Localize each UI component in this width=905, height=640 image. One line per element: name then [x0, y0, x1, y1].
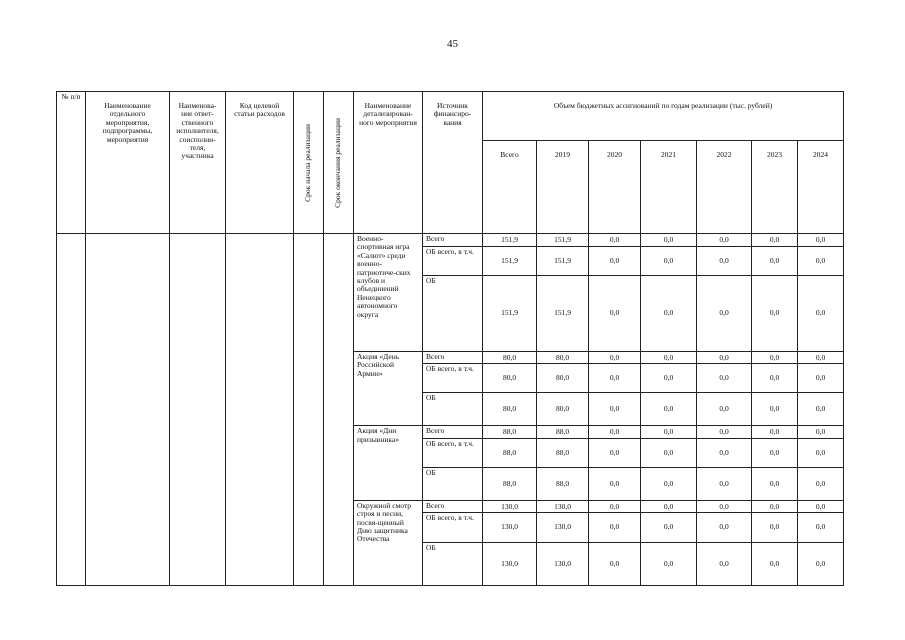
funding-source: ОБ всего, в т.ч. — [423, 438, 483, 467]
amount-cell: 151,9 — [537, 276, 589, 352]
amount-cell: 0,0 — [589, 234, 641, 247]
amount-cell: 0,0 — [589, 543, 641, 586]
header-start — [294, 92, 324, 234]
amount-cell: 130,0 — [483, 513, 537, 543]
header-end-label: Срок окончания реализации — [333, 117, 343, 208]
amount-cell: 0,0 — [589, 467, 641, 500]
page-number: 45 — [447, 38, 458, 50]
amount-cell: 0,0 — [752, 426, 798, 438]
header-year: 2019 — [537, 141, 589, 234]
amount-cell: 0,0 — [641, 234, 697, 247]
amount-cell: 0,0 — [752, 500, 798, 512]
amount-cell: 0,0 — [752, 467, 798, 500]
amount-cell: 0,0 — [798, 513, 844, 543]
amount-cell: 0,0 — [752, 393, 798, 426]
amount-cell: 0,0 — [697, 276, 752, 352]
amount-cell: 0,0 — [798, 364, 844, 393]
amount-cell: 0,0 — [641, 393, 697, 426]
amount-cell: 130,0 — [483, 500, 537, 512]
amount-cell: 0,0 — [752, 364, 798, 393]
empty-span-cell — [57, 234, 86, 586]
amount-cell: 0,0 — [752, 234, 798, 247]
header-end — [324, 92, 354, 234]
amount-cell: 0,0 — [697, 393, 752, 426]
amount-cell: 0,0 — [697, 234, 752, 247]
amount-cell: 0,0 — [589, 393, 641, 426]
amount-cell: 88,0 — [537, 438, 589, 467]
header-executor: Наименова-ние ответ-ственного исполнителя, соисполни-теля, участника — [170, 92, 226, 234]
empty-span-cell — [324, 234, 354, 586]
funding-source: ОБ — [423, 467, 483, 500]
amount-cell: 151,9 — [537, 247, 589, 276]
funding-source: Всего — [423, 234, 483, 247]
header-detail: Наименование детализирован-ного мероприятия — [354, 92, 423, 234]
amount-cell: 0,0 — [641, 247, 697, 276]
amount-cell: 151,9 — [483, 276, 537, 352]
amount-cell: 0,0 — [697, 352, 752, 364]
funding-source: ОБ всего, в т.ч. — [423, 364, 483, 393]
header-year: 2022 — [697, 141, 752, 234]
activity-name: Акция «День Российской Армии» — [354, 352, 423, 426]
funding-source: Всего — [423, 500, 483, 512]
budget-table — [56, 91, 844, 586]
amount-cell: 0,0 — [589, 426, 641, 438]
amount-cell: 0,0 — [752, 513, 798, 543]
amount-cell: 80,0 — [537, 393, 589, 426]
table-row — [57, 234, 844, 247]
header-name: Наименование отдельного мероприятия, подпрограммы, мероприятия — [86, 92, 170, 234]
header-source: Источник финансиро-вания — [423, 92, 483, 234]
amount-cell: 88,0 — [537, 426, 589, 438]
amount-cell: 0,0 — [752, 543, 798, 586]
amount-cell: 0,0 — [697, 513, 752, 543]
funding-source: ОБ — [423, 276, 483, 352]
amount-cell: 0,0 — [589, 352, 641, 364]
empty-span-cell — [226, 234, 294, 586]
amount-cell: 0,0 — [798, 438, 844, 467]
amount-cell: 0,0 — [752, 438, 798, 467]
empty-span-cell — [170, 234, 226, 586]
activity-name: Акция «Дни призывника» — [354, 426, 423, 500]
amount-cell: 0,0 — [798, 543, 844, 586]
amount-cell: 0,0 — [697, 438, 752, 467]
amount-cell: 130,0 — [483, 543, 537, 586]
header-year: 2021 — [641, 141, 697, 234]
amount-cell: 80,0 — [483, 364, 537, 393]
header-row-top — [57, 92, 844, 141]
amount-cell: 0,0 — [752, 352, 798, 364]
amount-cell: 80,0 — [483, 352, 537, 364]
amount-cell: 0,0 — [697, 426, 752, 438]
amount-cell: 130,0 — [537, 543, 589, 586]
funding-source: Всего — [423, 352, 483, 364]
activity-name: Окружной смотр строя и песни, посвя-щенный Дню защитника Отечества — [354, 500, 423, 585]
amount-cell: 0,0 — [752, 247, 798, 276]
funding-source: Всего — [423, 426, 483, 438]
amount-cell: 0,0 — [641, 426, 697, 438]
amount-cell: 0,0 — [697, 500, 752, 512]
header-year: Всего — [483, 141, 537, 234]
amount-cell: 0,0 — [798, 276, 844, 352]
funding-source: ОБ — [423, 543, 483, 586]
amount-cell: 0,0 — [798, 426, 844, 438]
header-year: 2024 — [798, 141, 844, 234]
amount-cell: 0,0 — [641, 467, 697, 500]
amount-cell: 0,0 — [697, 247, 752, 276]
amount-cell: 0,0 — [589, 438, 641, 467]
amount-cell: 88,0 — [483, 467, 537, 500]
header-code: Код целевой статьи расходов — [226, 92, 294, 234]
amount-cell: 0,0 — [641, 438, 697, 467]
amount-cell: 0,0 — [641, 352, 697, 364]
header-year: 2020 — [589, 141, 641, 234]
amount-cell: 0,0 — [641, 364, 697, 393]
amount-cell: 0,0 — [697, 467, 752, 500]
amount-cell: 151,9 — [483, 234, 537, 247]
amount-cell: 0,0 — [641, 513, 697, 543]
amount-cell: 0,0 — [589, 276, 641, 352]
amount-cell: 130,0 — [537, 513, 589, 543]
amount-cell: 88,0 — [537, 467, 589, 500]
amount-cell: 0,0 — [641, 543, 697, 586]
amount-cell: 0,0 — [697, 543, 752, 586]
amount-cell: 0,0 — [798, 393, 844, 426]
amount-cell: 0,0 — [589, 247, 641, 276]
funding-source: ОБ — [423, 393, 483, 426]
header-start-label: Срок начала реализации — [303, 123, 313, 202]
header-year: 2023 — [752, 141, 798, 234]
empty-span-cell — [294, 234, 324, 586]
amount-cell: 0,0 — [641, 276, 697, 352]
amount-cell: 80,0 — [537, 364, 589, 393]
funding-source: ОБ всего, в т.ч. — [423, 247, 483, 276]
amount-cell: 130,0 — [537, 500, 589, 512]
activity-name: Военно-спортивная игра «Салют» среди военно-патриотиче-ских клубов и объединений Ненецкого автономного округа — [354, 234, 423, 352]
amount-cell: 0,0 — [798, 500, 844, 512]
amount-cell: 151,9 — [483, 247, 537, 276]
amount-cell: 80,0 — [483, 393, 537, 426]
header-budget: Объем бюджетных ассигнований по годам реализации (тыс. рублей) — [483, 92, 844, 141]
amount-cell: 0,0 — [589, 513, 641, 543]
amount-cell: 0,0 — [798, 467, 844, 500]
amount-cell: 0,0 — [798, 234, 844, 247]
funding-source: ОБ всего, в т.ч. — [423, 513, 483, 543]
amount-cell: 88,0 — [483, 438, 537, 467]
amount-cell: 0,0 — [589, 500, 641, 512]
amount-cell: 0,0 — [589, 364, 641, 393]
amount-cell: 0,0 — [798, 352, 844, 364]
amount-cell: 0,0 — [798, 247, 844, 276]
amount-cell: 0,0 — [641, 500, 697, 512]
amount-cell: 0,0 — [697, 364, 752, 393]
header-number: № п/п — [57, 92, 86, 234]
empty-span-cell — [86, 234, 170, 586]
amount-cell: 80,0 — [537, 352, 589, 364]
amount-cell: 0,0 — [752, 276, 798, 352]
amount-cell: 88,0 — [483, 426, 537, 438]
amount-cell: 151,9 — [537, 234, 589, 247]
